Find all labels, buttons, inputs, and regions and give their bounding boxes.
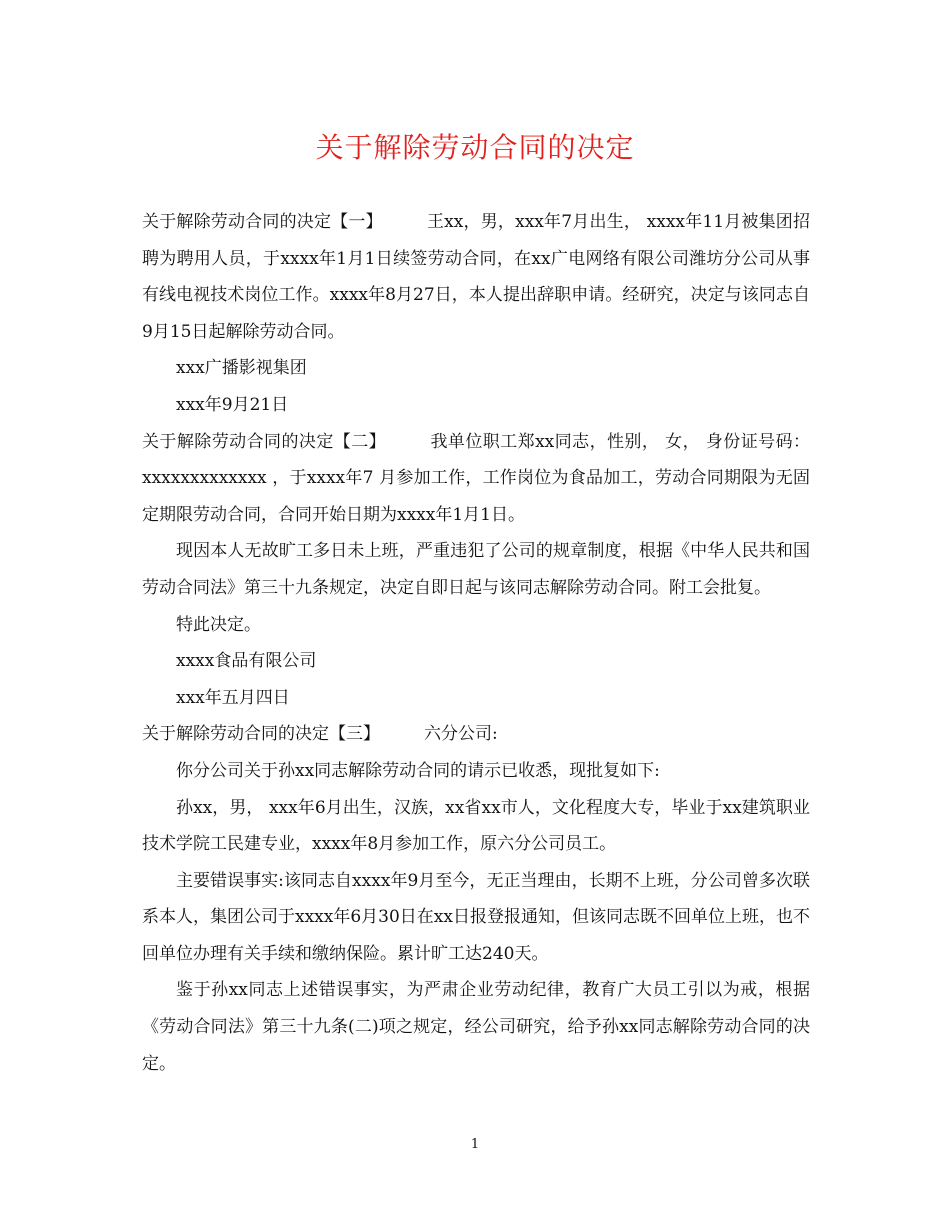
section-two-paragraph-3: 特此决定。 xyxy=(176,614,261,635)
section-two-text: 我单位职工郑xx同志，性别， 女， 身份证号码：xxxxxxxxxxxxx ，于xxxx年7 月参加工作，工作岗位为食品加工，劳动合同期限为无固定期限劳动合同，合同开始日期为xxxx年1月1日。 xyxy=(142,431,810,525)
section-two-paragraph-2: 现因本人无故旷工多日未上班，严重违犯了公司的规章制度，根据《中华人民共和国劳动合同法》第三十九条规定，决定自即日起与该同志解除劳动合同。附工会批复。 xyxy=(142,541,810,598)
section-three-paragraph-4: 主要错误事实:该同志自xxxx年9月至今，无正当理由，长期不上班，分公司曾多次联系本人，集团公司于xxxx年6月30日在xx日报登报通知，但该同志既不回单位上班，也不回单位办理有关手续和缴纳保险。累计旷工达240天。 xyxy=(142,870,810,964)
section-three-paragraph-5: 鉴于孙xx同志上述错误事实，为严肃企业劳动纪律，教育广大员工引以为戒，根据《劳动合同法》第三十九条(二)项之规定，经公司研究，给予孙xx同志解除劳动合同的决定。 xyxy=(142,980,810,1074)
section-one-organization: xxx广播影视集团 xyxy=(176,358,307,379)
section-two-paragraph xyxy=(142,424,810,534)
section-three-text: 六分公司: xyxy=(424,724,498,745)
section-two-heading: 关于解除劳动合同的决定【二】 xyxy=(142,431,387,452)
section-three-paragraph xyxy=(142,716,810,753)
document-body xyxy=(142,204,810,1082)
section-one-paragraph xyxy=(142,204,810,350)
section-three-paragraph-2: 你分公司关于孙xx同志解除劳动合同的请示已收悉，现批复如下: xyxy=(176,760,660,781)
section-one-heading: 关于解除劳动合同的决定【一】 xyxy=(142,212,383,232)
section-one-text: 王xx，男，xxx年7月出生， xxxx年11月被集团招聘为聘用人员，于xxxx年1月1日续签劳动合同，在xx广电网络有限公司潍坊分公司从事有线电视技术岗位工作。xxxx年8月27日，本人提出辞职申请。经研究，决定与该同志自9月15日起解除劳动合同。 xyxy=(142,212,811,342)
section-three-heading: 关于解除劳动合同的决定【三】 xyxy=(142,724,380,745)
section-three-paragraph-3: 孙xx，男， xxx年6月出生，汉族，xx省xx市人，文化程度大专，毕业于xx建筑职业技术学院工民建专业，xxxx年8月参加工作，原六分公司员工。 xyxy=(142,797,810,855)
page-number: 1 xyxy=(470,1137,480,1152)
section-two-organization: xxxx食品有限公司 xyxy=(176,651,317,672)
section-one-date: xxx年9月21日 xyxy=(176,394,289,415)
document-title: 关于解除劳动合同的决定 xyxy=(315,131,635,164)
section-two-date: xxx年五月四日 xyxy=(176,687,290,708)
